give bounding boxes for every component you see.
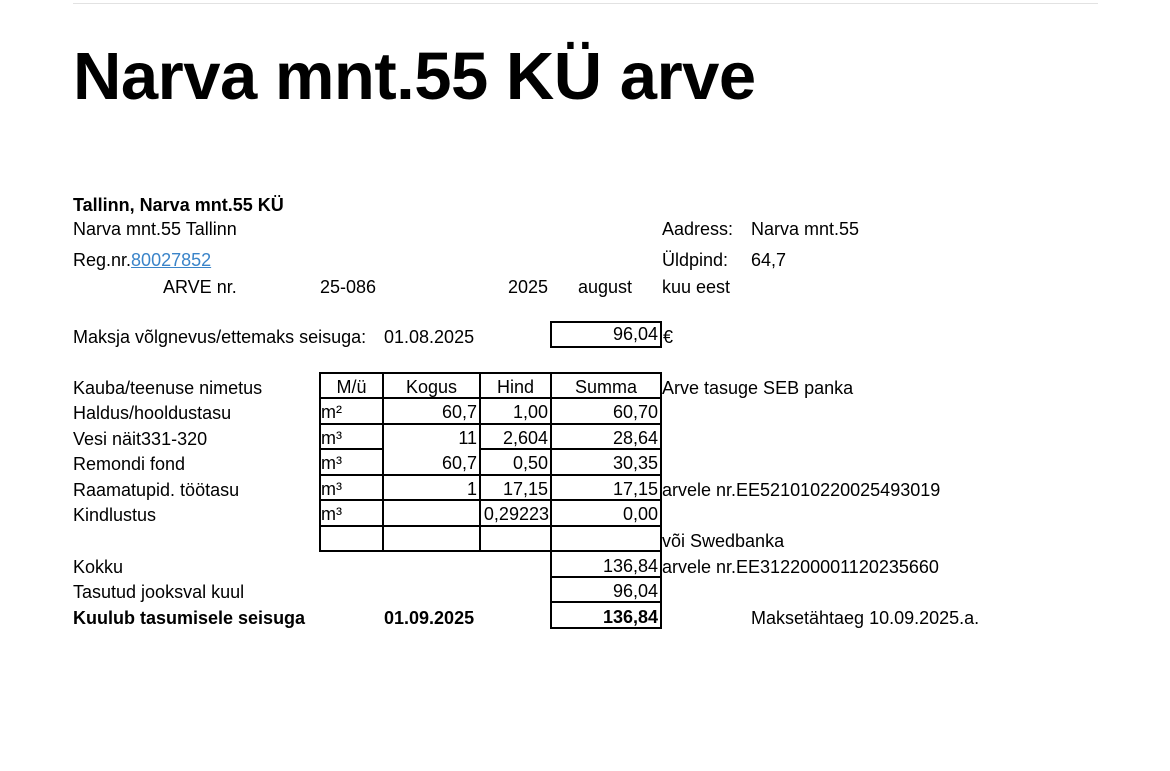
balance-amount: 96,04 [550, 321, 662, 348]
row-sum: 0,00 [622, 504, 658, 524]
area-label: Üldpind: [662, 250, 729, 270]
row-quantity: 11 [458, 428, 477, 448]
table-name-header: Kauba/teenuse nimetus [73, 378, 263, 398]
company-address: Narva mnt.55 Tallinn [73, 219, 237, 239]
row-unit: m³ [321, 453, 342, 473]
paid-label: Tasutud jooksval kuul [73, 582, 245, 602]
total-label: Kokku [73, 557, 124, 577]
invoice-label: ARVE nr. [163, 277, 237, 297]
swedbank-account: arvele nr.EE312200001120235660 [662, 557, 939, 577]
row-unit: m³ [321, 504, 342, 524]
row-price: 2,604 [502, 428, 548, 448]
due-date: 01.09.2025 [384, 608, 475, 628]
paid-value: 96,04 [612, 581, 658, 601]
invoice-month: august [578, 277, 633, 297]
due-value: 136,84 [602, 607, 658, 627]
top-divider [73, 3, 1098, 4]
payment-deadline: Maksetähtaeg 10.09.2025.a. [751, 608, 980, 628]
due-label: Kuulub tasumisele seisuga [73, 608, 306, 628]
row-sum: 30,35 [612, 453, 658, 473]
reg-number-line [73, 249, 211, 271]
balance-label: Maksja võlgnevus/ettemaks seisuga: [73, 327, 367, 347]
table-row-name: Vesi näit331-320 [73, 429, 208, 449]
header-unit: M/ü [336, 377, 367, 397]
row-quantity: 60,7 [441, 453, 477, 473]
currency-symbol: € [663, 327, 674, 347]
swedbank-line: või Swedbanka [662, 531, 785, 551]
row-unit: m³ [321, 428, 342, 448]
row-sum: 28,64 [612, 428, 658, 448]
table-row-name: Remondi fond [73, 454, 186, 474]
invoice-period-suffix: kuu eest [662, 277, 731, 297]
header-sum: Summa [574, 377, 637, 397]
row-price: 17,15 [502, 479, 548, 499]
seb-account: arvele nr.EE521010220025493019 [662, 480, 941, 500]
row-sum: 17,15 [612, 479, 658, 499]
row-sum: 60,70 [612, 402, 658, 422]
reg-number-link[interactable]: 80027852 [131, 250, 212, 270]
address-label: Aadress: [662, 219, 734, 239]
row-quantity: 1 [466, 479, 477, 499]
row-unit: m² [321, 402, 342, 422]
table-row-name: Kindlustus [73, 505, 157, 525]
area-value: 64,7 [751, 250, 787, 270]
header-price: Hind [496, 377, 535, 397]
balance-date: 01.08.2025 [384, 327, 475, 347]
row-unit: m³ [321, 479, 342, 499]
invoice-year: 2025 [508, 277, 549, 297]
row-quantity: 60,7 [441, 402, 477, 422]
row-price: 0,29223 [483, 504, 549, 524]
row-price: 0,50 [512, 453, 548, 473]
header-quantity: Kogus [405, 377, 458, 397]
reg-label: Reg.nr. [73, 250, 132, 270]
table-row-name: Raamatupid. töötasu [73, 480, 240, 500]
invoice-number: 25-086 [320, 277, 377, 297]
table-row-name: Haldus/hooldustasu [73, 403, 232, 423]
total-value: 136,84 [602, 556, 658, 576]
company-name: Tallinn, Narva mnt.55 KÜ [73, 195, 284, 215]
page-title: Narva mnt.55 KÜ arve [73, 39, 756, 114]
row-price: 1,00 [512, 402, 548, 422]
address-value: Narva mnt.55 [751, 219, 860, 239]
seb-payment-line: Arve tasuge SEB panka [662, 378, 854, 398]
